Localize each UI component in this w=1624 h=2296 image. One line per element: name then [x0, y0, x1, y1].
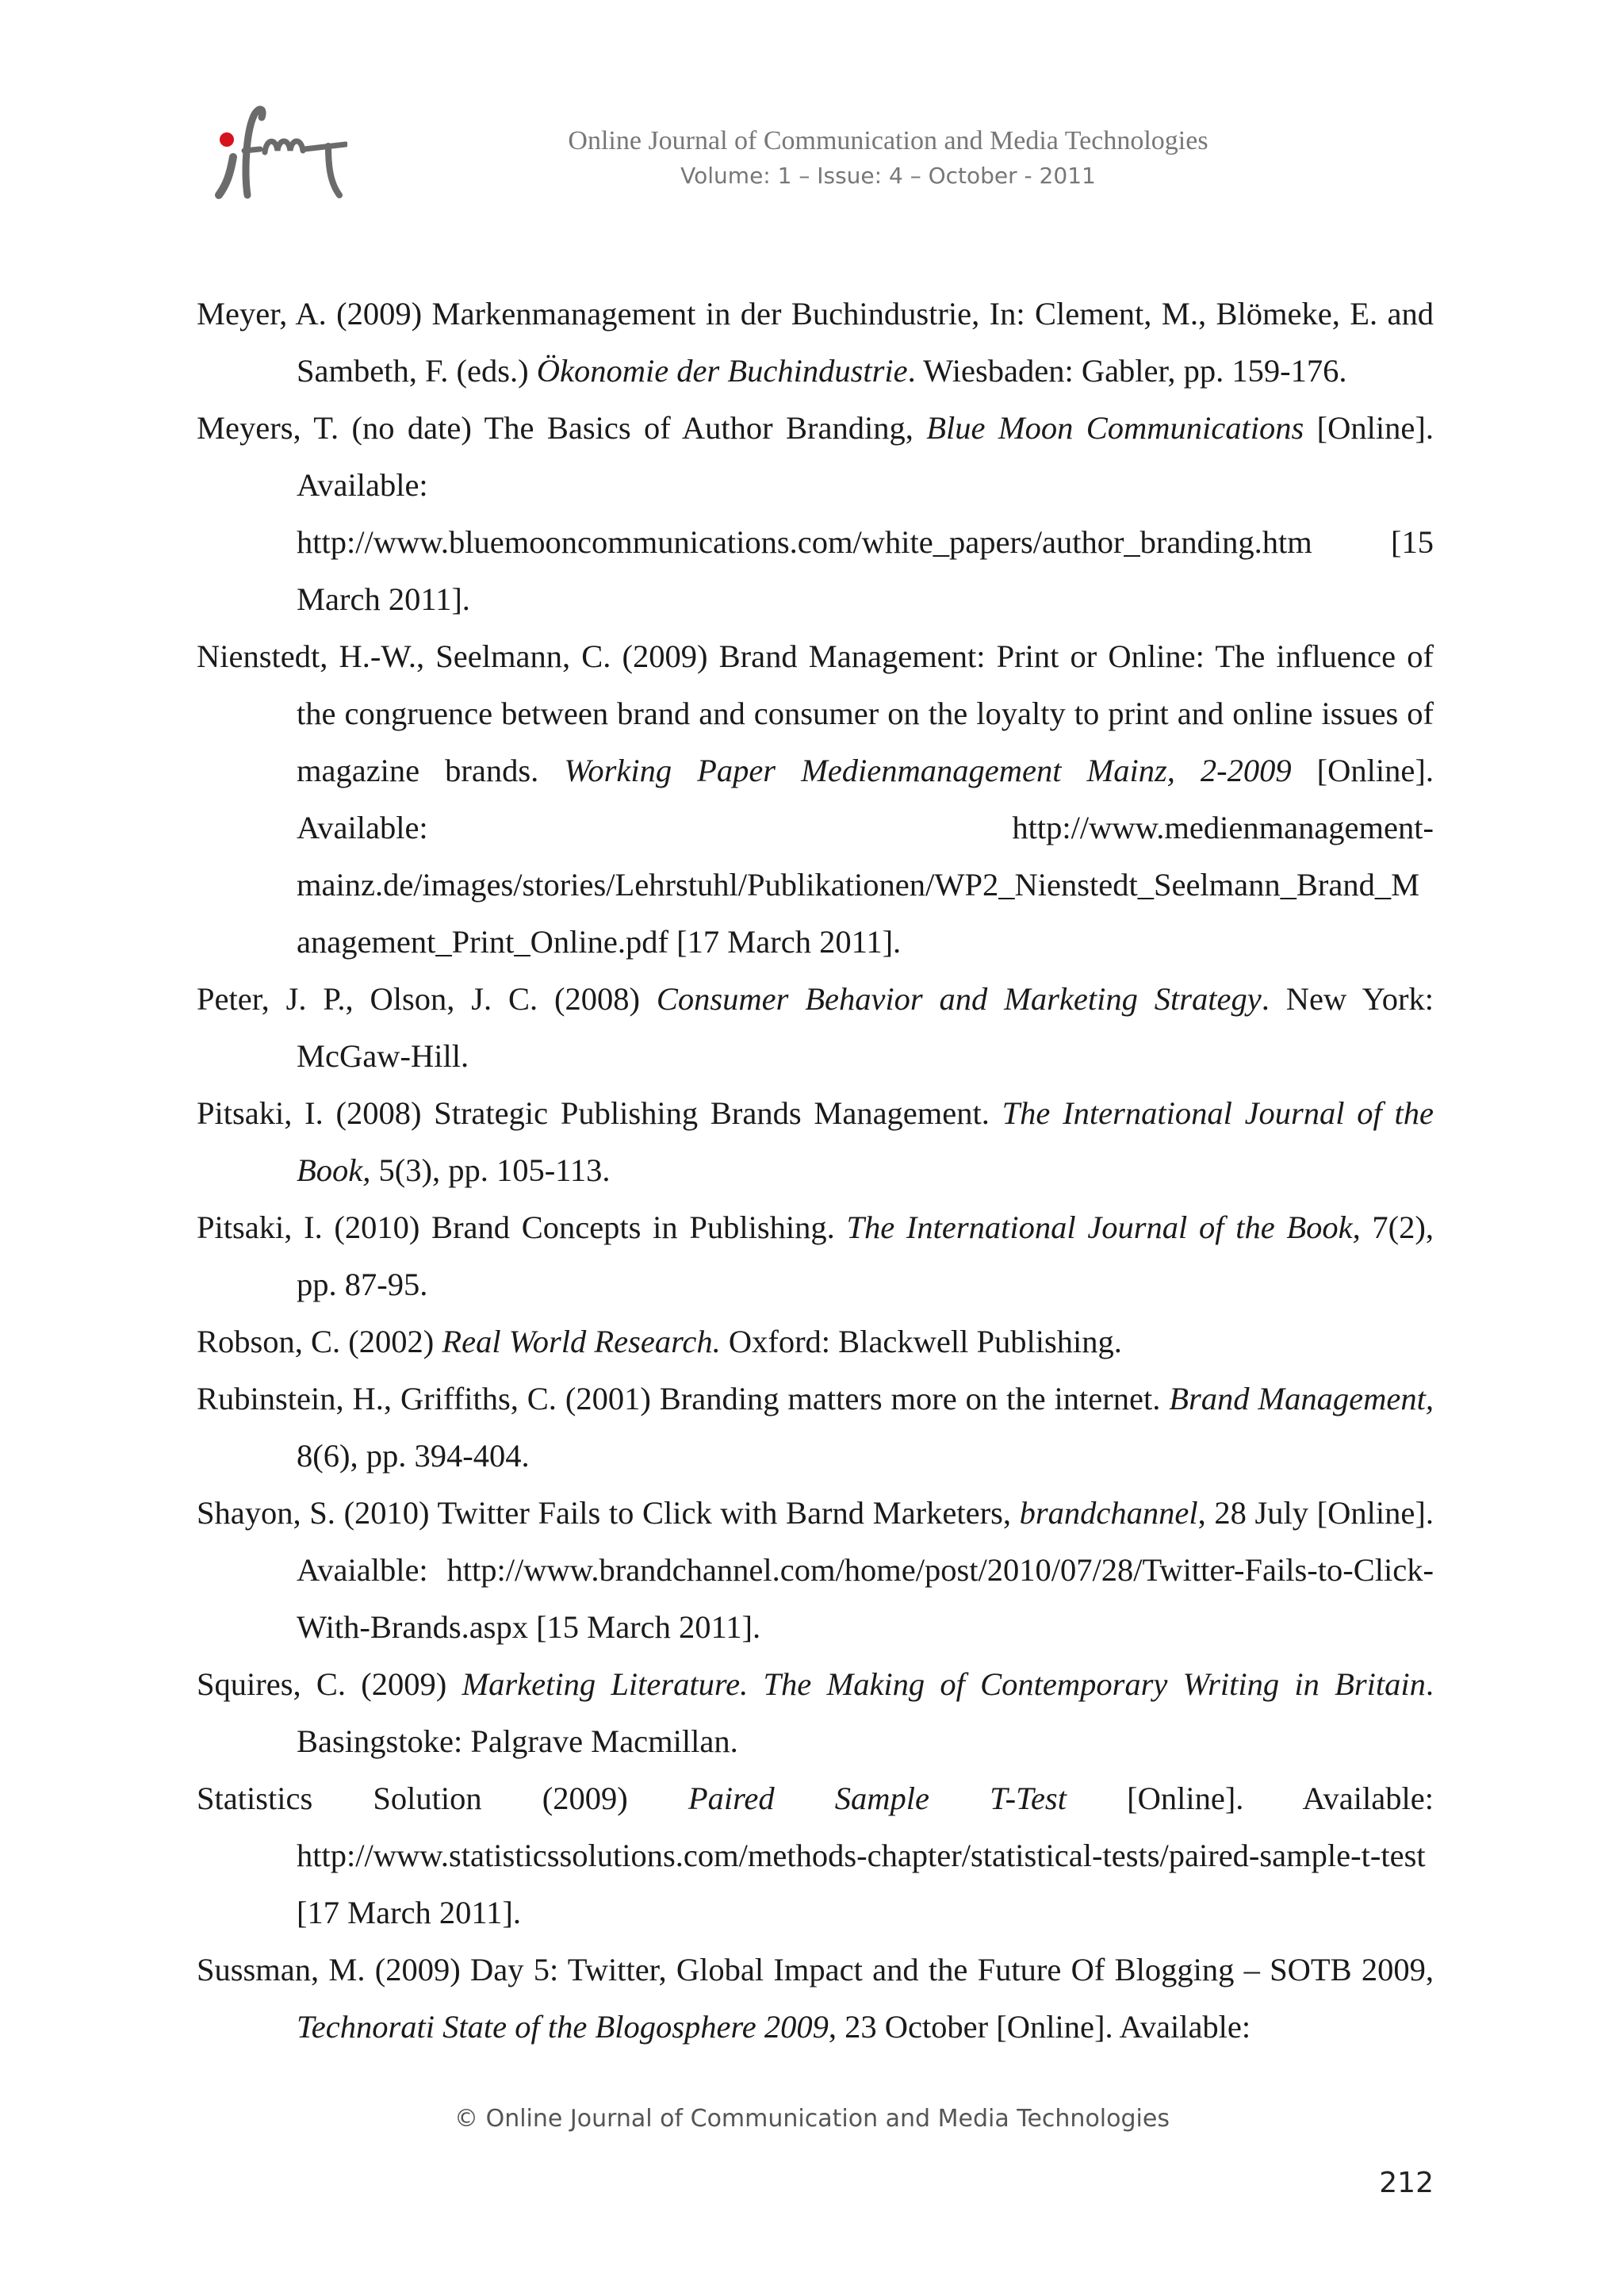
- reference-text: , 23 October [Online]. Available:: [828, 2009, 1251, 2045]
- reference-item: [197, 1656, 1434, 1770]
- reference-item: [197, 1085, 1434, 1199]
- reference-title: Brand Management,: [1169, 1381, 1434, 1416]
- reference-title: The International Journal of the Book,: [297, 1095, 1434, 1188]
- reference-item: [197, 1199, 1434, 1313]
- reference-title: Working Paper Medienmanagement Mainz, 2-2009: [564, 753, 1292, 788]
- reference-list: [197, 286, 1434, 2056]
- reference-text: Meyer, A. (2009) Markenmanagement in der Buchindustrie, In: Clement, M., Blömeke, E. and Sambeth, F. (eds.): [197, 296, 1434, 389]
- reference-text: . New York: McGaw-Hill.: [297, 981, 1434, 1074]
- reference-title: Paired Sample T-Test: [688, 1780, 1067, 1816]
- reference-text: Rubinstein, H., Griffiths, C. (2001) Branding matters more on the internet.: [197, 1381, 1170, 1416]
- journal-title: Online Journal of Communication and Media Technologies: [568, 126, 1208, 155]
- reference-text: Pitsaki, I. (2010) Brand Concepts in Publishing.: [197, 1209, 847, 1245]
- reference-text: Meyers, T. (no date) The Basics of Author Branding,: [197, 410, 927, 446]
- reference-text: , 28 July [Online]. Avaialble: http://www.brandchannel.com/home/post/2010/07/28/Twitter-Fails-to-Click-With-Brands.aspx [15 March 2011].: [297, 1495, 1434, 1645]
- reference-title: Real World Research.: [442, 1324, 721, 1359]
- reference-text: [Online]. Available: http://www.statisticssolutions.com/methods-chapter/statistical-tests/paired-sample-t-test [17 March 2011].: [297, 1780, 1434, 1930]
- reference-text: [Online]. Available: http://www.bluemooncommunications.com/white_papers/author_branding.htm [15 March 2011].: [297, 410, 1434, 617]
- reference-text: 7(2), pp. 87-95.: [297, 1209, 1434, 1302]
- reference-title: Consumer Behavior and Marketing Strategy: [656, 981, 1262, 1017]
- footer-copyright: © Online Journal of Communication and Media Technologies: [454, 2105, 1170, 2133]
- reference-title: Marketing Literature. The Making of Contemporary Writing in Britain: [462, 1666, 1426, 1702]
- reference-item: [197, 1370, 1434, 1485]
- reference-text: Nienstedt, H.-W., Seelmann, C. (2009) Brand Management: Print or Online: The influence of the congruence between brand and consumer on the loyalty to print and online issues of magazine brands.: [197, 638, 1434, 788]
- reference-text: 5(3), pp. 105-113.: [370, 1152, 611, 1188]
- reference-text: Pitsaki, I. (2008) Strategic Publishing Brands Management.: [197, 1095, 1002, 1131]
- reference-text: Oxford: Blackwell Publishing.: [720, 1324, 1122, 1359]
- reference-text: . Basingstoke: Palgrave Macmillan.: [297, 1666, 1434, 1759]
- reference-text: Statistics Solution (2009): [197, 1780, 688, 1816]
- reference-item: [197, 628, 1434, 971]
- reference-item: [197, 1485, 1434, 1656]
- reference-title: brandchannel: [1019, 1495, 1198, 1531]
- journal-logo-icon: [213, 102, 347, 200]
- reference-item: [197, 400, 1434, 628]
- reference-item: [197, 971, 1434, 1085]
- reference-title: Technorati State of the Blogosphere 2009: [297, 2009, 829, 2045]
- reference-item: [197, 286, 1434, 400]
- reference-item: [197, 1770, 1434, 1941]
- reference-text: Shayon, S. (2010) Twitter Fails to Click with Barnd Marketers,: [197, 1495, 1020, 1531]
- reference-title: The International Journal of the Book,: [846, 1209, 1361, 1245]
- journal-issue: Volume: 1 – Issue: 4 – October - 2011: [680, 163, 1096, 189]
- reference-item: [197, 1941, 1434, 2056]
- reference-text: . Wiesbaden: Gabler, pp. 159-176.: [907, 353, 1347, 389]
- reference-text: Peter, J. P., Olson, J. C. (2008): [197, 981, 657, 1017]
- reference-item: [197, 1313, 1434, 1370]
- page-number: 212: [1379, 2167, 1434, 2199]
- reference-title: Ökonomie der Buchindustrie: [536, 353, 908, 389]
- reference-text: [Online]. Available: http://www.medienmanagement-mainz.de/images/stories/Lehrstuhl/Publikationen/WP2_Nienstedt_Seelmann_Brand_Management_Print_Online.pdf [17 March 2011].: [297, 753, 1434, 960]
- journal-header: [476, 125, 1300, 192]
- reference-text: Robson, C. (2002): [197, 1324, 442, 1359]
- reference-title: Blue Moon Communications: [926, 410, 1304, 446]
- reference-text: Squires, C. (2009): [197, 1666, 462, 1702]
- reference-text: Sussman, M. (2009) Day 5: Twitter, Global Impact and the Future Of Blogging – SOTB 2009,: [197, 1952, 1434, 1987]
- reference-text: 8(6), pp. 394-404.: [297, 1438, 530, 1474]
